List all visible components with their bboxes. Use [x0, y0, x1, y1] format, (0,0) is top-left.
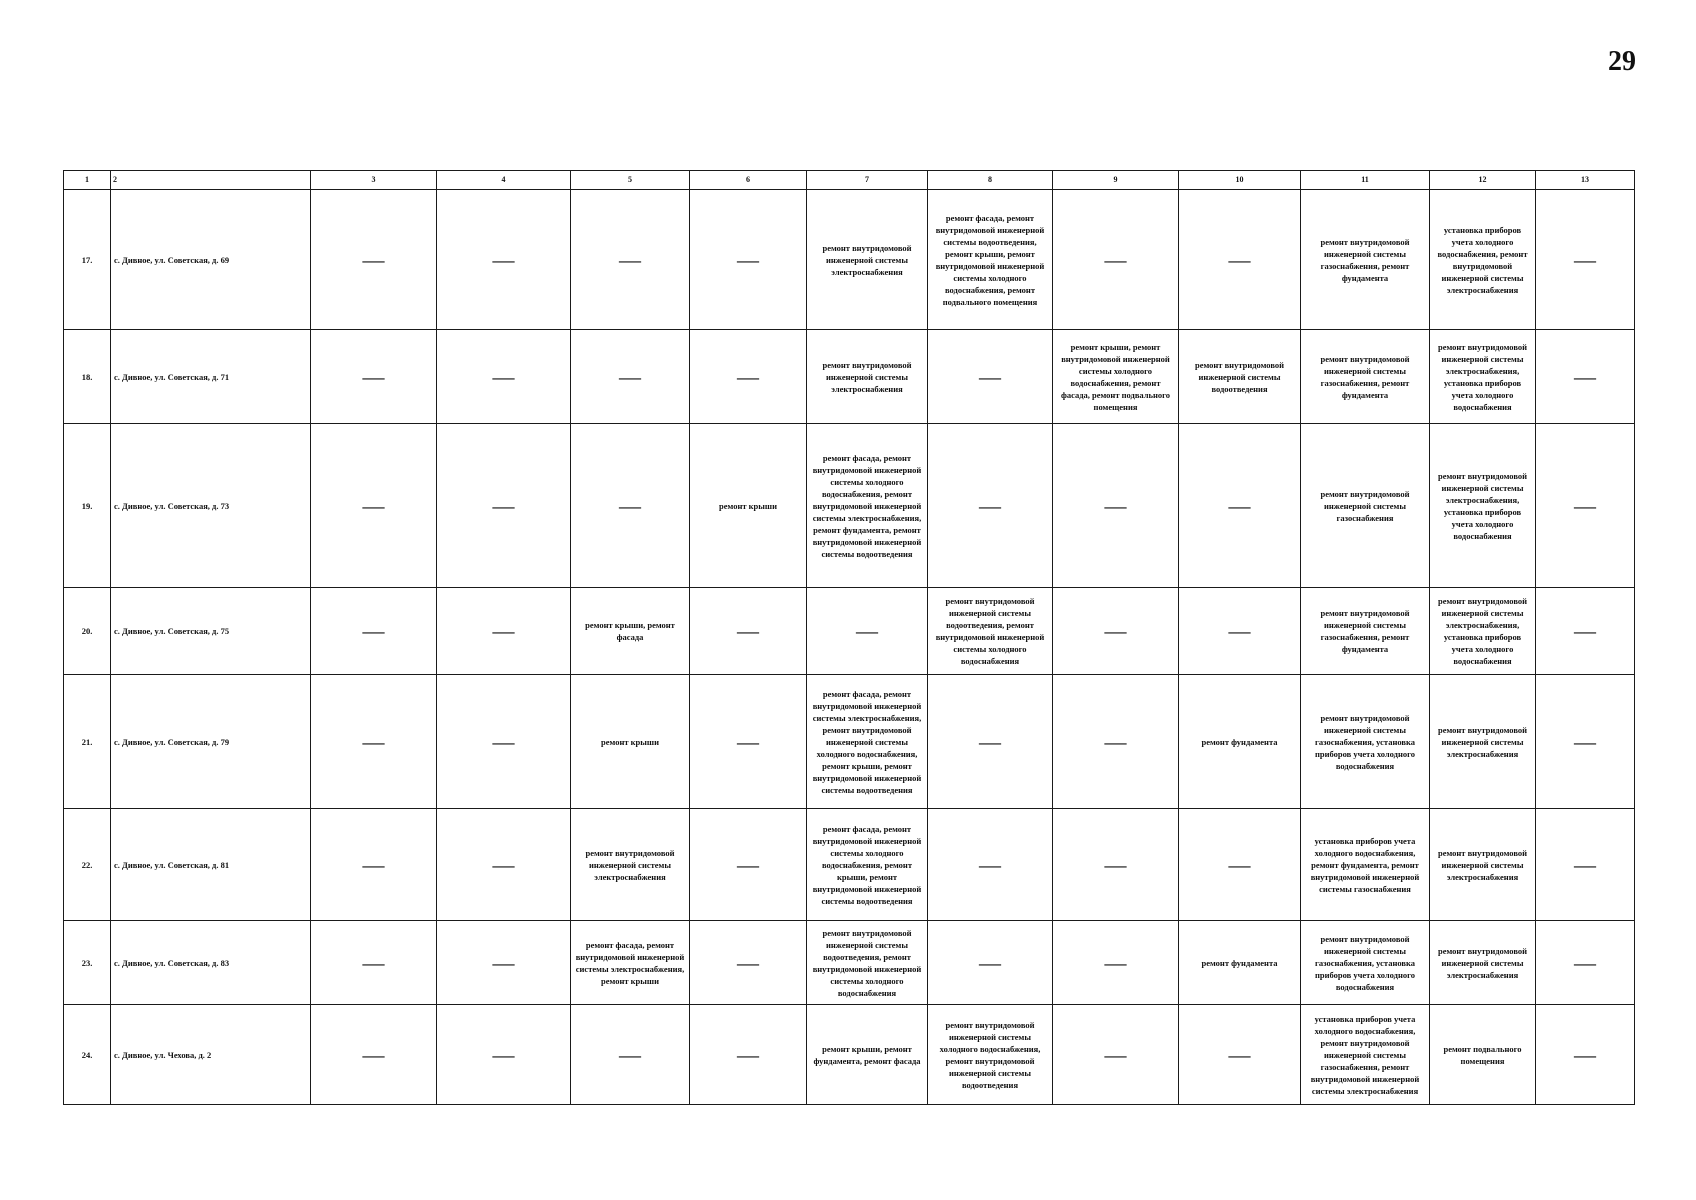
column-number-4: 4: [437, 171, 571, 190]
table-cell: ремонт фасада, ремонт внутридомовой инженерной системы электроснабжения, ремонт внутридомовой инженерной системы холодного водоснабжения, ремонт крыши, ремонт внутридомовой инженерной системы водоотведения: [807, 675, 928, 809]
table-cell: —: [690, 921, 807, 1005]
table-cell: —: [437, 921, 571, 1005]
table-cell: —: [1179, 588, 1301, 675]
table-cell: —: [571, 190, 690, 330]
table-cell: —: [437, 330, 571, 424]
table-cell: —: [690, 588, 807, 675]
address-cell: с. Дивное, ул. Советская, д. 69: [111, 190, 311, 330]
table-cell: —: [311, 1005, 437, 1105]
table-cell: ремонт крыши, ремонт фасада: [571, 588, 690, 675]
table-cell: —: [1536, 588, 1635, 675]
table-cell: —: [1179, 424, 1301, 588]
table-cell: —: [311, 330, 437, 424]
table-cell: ремонт крыши, ремонт внутридомовой инженерной системы холодного водоснабжения, ремонт фасада, ремонт подвального помещения: [1053, 330, 1179, 424]
table-cell: —: [311, 424, 437, 588]
column-number-3: 3: [311, 171, 437, 190]
column-number-13: 13: [1536, 171, 1635, 190]
table-cell: —: [1053, 675, 1179, 809]
table-cell: —: [690, 190, 807, 330]
repair-schedule-table: [63, 170, 1635, 1105]
table-cell: ремонт внутридомовой инженерной системы водоотведения, ремонт внутридомовой инженерной системы холодного водоснабжения: [928, 588, 1053, 675]
column-number-5: 5: [571, 171, 690, 190]
table-cell: —: [437, 1005, 571, 1105]
column-number-11: 11: [1301, 171, 1430, 190]
table-cell: ремонт подвального помещения: [1430, 1005, 1536, 1105]
table-row: [64, 809, 1635, 921]
row-number: 17.: [64, 190, 111, 330]
table-cell: ремонт крыши: [571, 675, 690, 809]
address-cell: с. Дивное, ул. Советская, д. 75: [111, 588, 311, 675]
table-cell: —: [690, 675, 807, 809]
table-cell: —: [1536, 190, 1635, 330]
table-cell: ремонт фундамента: [1179, 675, 1301, 809]
table-cell: —: [928, 809, 1053, 921]
table-cell: ремонт фасада, ремонт внутридомовой инженерной системы холодного водоснабжения, ремонт внутридомовой инженерной системы электроснабжения, ремонт фундамента, ремонт внутридомовой инженерной системы водоотведения: [807, 424, 928, 588]
column-number-7: 7: [807, 171, 928, 190]
address-cell: с. Дивное, ул. Советская, д. 79: [111, 675, 311, 809]
table-cell: ремонт фасада, ремонт внутридомовой инженерной системы водоотведения, ремонт крыши, ремонт внутридомовой инженерной системы холодного водоснабжения, ремонт подвального помещения: [928, 190, 1053, 330]
table-cell: ремонт внутридомовой инженерной системы электроснабжения: [1430, 675, 1536, 809]
table-cell: —: [1536, 330, 1635, 424]
row-number: 20.: [64, 588, 111, 675]
table-cell: —: [311, 190, 437, 330]
table-cell: —: [437, 190, 571, 330]
table-cell: ремонт внутридомовой инженерной системы газоснабжения, установка приборов учета холодного водоснабжения: [1301, 921, 1430, 1005]
row-number: 19.: [64, 424, 111, 588]
table-cell: —: [1053, 921, 1179, 1005]
table-cell: —: [311, 675, 437, 809]
table-cell: ремонт крыши, ремонт фундамента, ремонт фасада: [807, 1005, 928, 1105]
address-cell: с. Дивное, ул. Советская, д. 73: [111, 424, 311, 588]
table-cell: —: [1536, 809, 1635, 921]
column-number-6: 6: [690, 171, 807, 190]
table-body: [64, 190, 1635, 1105]
table-cell: —: [928, 675, 1053, 809]
table-cell: ремонт внутридомовой инженерной системы электроснабжения: [1430, 921, 1536, 1005]
table-cell: —: [311, 809, 437, 921]
table-row: [64, 330, 1635, 424]
table-cell: —: [928, 424, 1053, 588]
table-cell: —: [690, 330, 807, 424]
table-cell: установка приборов учета холодного водоснабжения, ремонт внутридомовой инженерной системы газоснабжения, ремонт внутридомовой инженерной системы электроснабжения: [1301, 1005, 1430, 1105]
table-row: [64, 921, 1635, 1005]
table-cell: —: [437, 588, 571, 675]
address-cell: с. Дивное, ул. Советская, д. 81: [111, 809, 311, 921]
table-cell: —: [1536, 1005, 1635, 1105]
table-cell: ремонт внутридомовой инженерной системы газоснабжения: [1301, 424, 1430, 588]
column-number-1: 1: [64, 171, 111, 190]
table-cell: —: [437, 809, 571, 921]
table-cell: —: [437, 424, 571, 588]
table-cell: ремонт крыши: [690, 424, 807, 588]
column-number-10: 10: [1179, 171, 1301, 190]
table-cell: ремонт внутридомовой инженерной системы электроснабжения, установка приборов учета холодного водоснабжения: [1430, 424, 1536, 588]
column-number-row: [64, 171, 1635, 190]
table-cell: —: [1179, 1005, 1301, 1105]
column-number-12: 12: [1430, 171, 1536, 190]
table-cell: —: [1536, 675, 1635, 809]
table-cell: —: [1053, 1005, 1179, 1105]
table-cell: ремонт внутридомовой инженерной системы водоотведения, ремонт внутридомовой инженерной системы холодного водоснабжения: [807, 921, 928, 1005]
page-number: 29: [1608, 46, 1636, 77]
table-cell: —: [1053, 424, 1179, 588]
table-cell: ремонт внутридомовой инженерной системы газоснабжения, ремонт фундамента: [1301, 588, 1430, 675]
table-cell: ремонт фундамента: [1179, 921, 1301, 1005]
table-cell: —: [311, 921, 437, 1005]
table-cell: установка приборов учета холодного водоснабжения, ремонт внутридомовой инженерной системы электроснабжения: [1430, 190, 1536, 330]
table-cell: ремонт фасада, ремонт внутридомовой инженерной системы холодного водоснабжения, ремонт крыши, ремонт внутридомовой инженерной системы водоотведения: [807, 809, 928, 921]
table-cell: —: [928, 921, 1053, 1005]
table-cell: —: [1536, 921, 1635, 1005]
row-number: 23.: [64, 921, 111, 1005]
table-cell: ремонт внутридомовой инженерной системы электроснабжения: [1430, 809, 1536, 921]
table-cell: установка приборов учета холодного водоснабжения, ремонт фундамента, ремонт внутридомовой инженерной системы газоснабжения: [1301, 809, 1430, 921]
column-number-9: 9: [1053, 171, 1179, 190]
table-row: [64, 424, 1635, 588]
address-cell: с. Дивное, ул. Чехова, д. 2: [111, 1005, 311, 1105]
row-number: 24.: [64, 1005, 111, 1105]
column-number-8: 8: [928, 171, 1053, 190]
table-cell: —: [1536, 424, 1635, 588]
table-cell: ремонт внутридомовой инженерной системы газоснабжения, установка приборов учета холодного водоснабжения: [1301, 675, 1430, 809]
table-cell: —: [1179, 809, 1301, 921]
table-cell: ремонт внутридомовой инженерной системы электроснабжения, установка приборов учета холодного водоснабжения: [1430, 588, 1536, 675]
row-number: 22.: [64, 809, 111, 921]
table-cell: —: [571, 1005, 690, 1105]
table-cell: ремонт внутридомовой инженерной системы электроснабжения: [807, 330, 928, 424]
table-cell: ремонт внутридомовой инженерной системы электроснабжения: [807, 190, 928, 330]
table-cell: —: [807, 588, 928, 675]
table-cell: ремонт внутридомовой инженерной системы водоотведения: [1179, 330, 1301, 424]
table-cell: ремонт внутридомовой инженерной системы газоснабжения, ремонт фундамента: [1301, 330, 1430, 424]
table-cell: —: [690, 809, 807, 921]
table-cell: —: [1179, 190, 1301, 330]
address-cell: с. Дивное, ул. Советская, д. 71: [111, 330, 311, 424]
table-cell: ремонт внутридомовой инженерной системы электроснабжения: [571, 809, 690, 921]
address-cell: с. Дивное, ул. Советская, д. 83: [111, 921, 311, 1005]
table-cell: —: [571, 424, 690, 588]
table-cell: —: [928, 330, 1053, 424]
table-cell: —: [1053, 809, 1179, 921]
table-row: [64, 1005, 1635, 1105]
column-number-2: 2: [111, 171, 311, 190]
table-cell: ремонт внутридомовой инженерной системы холодного водоснабжения, ремонт внутридомовой инженерной системы водоотведения: [928, 1005, 1053, 1105]
row-number: 18.: [64, 330, 111, 424]
table-row: [64, 190, 1635, 330]
table-row: [64, 675, 1635, 809]
table-cell: —: [571, 330, 690, 424]
table-row: [64, 588, 1635, 675]
table-cell: —: [1053, 190, 1179, 330]
table-cell: —: [690, 1005, 807, 1105]
table-cell: —: [1053, 588, 1179, 675]
row-number: 21.: [64, 675, 111, 809]
table-cell: ремонт внутридомовой инженерной системы электроснабжения, установка приборов учета холодного водоснабжения: [1430, 330, 1536, 424]
table-cell: ремонт внутридомовой инженерной системы газоснабжения, ремонт фундамента: [1301, 190, 1430, 330]
table-cell: —: [437, 675, 571, 809]
table-cell: —: [311, 588, 437, 675]
table-cell: ремонт фасада, ремонт внутридомовой инженерной системы электроснабжения, ремонт крыши: [571, 921, 690, 1005]
